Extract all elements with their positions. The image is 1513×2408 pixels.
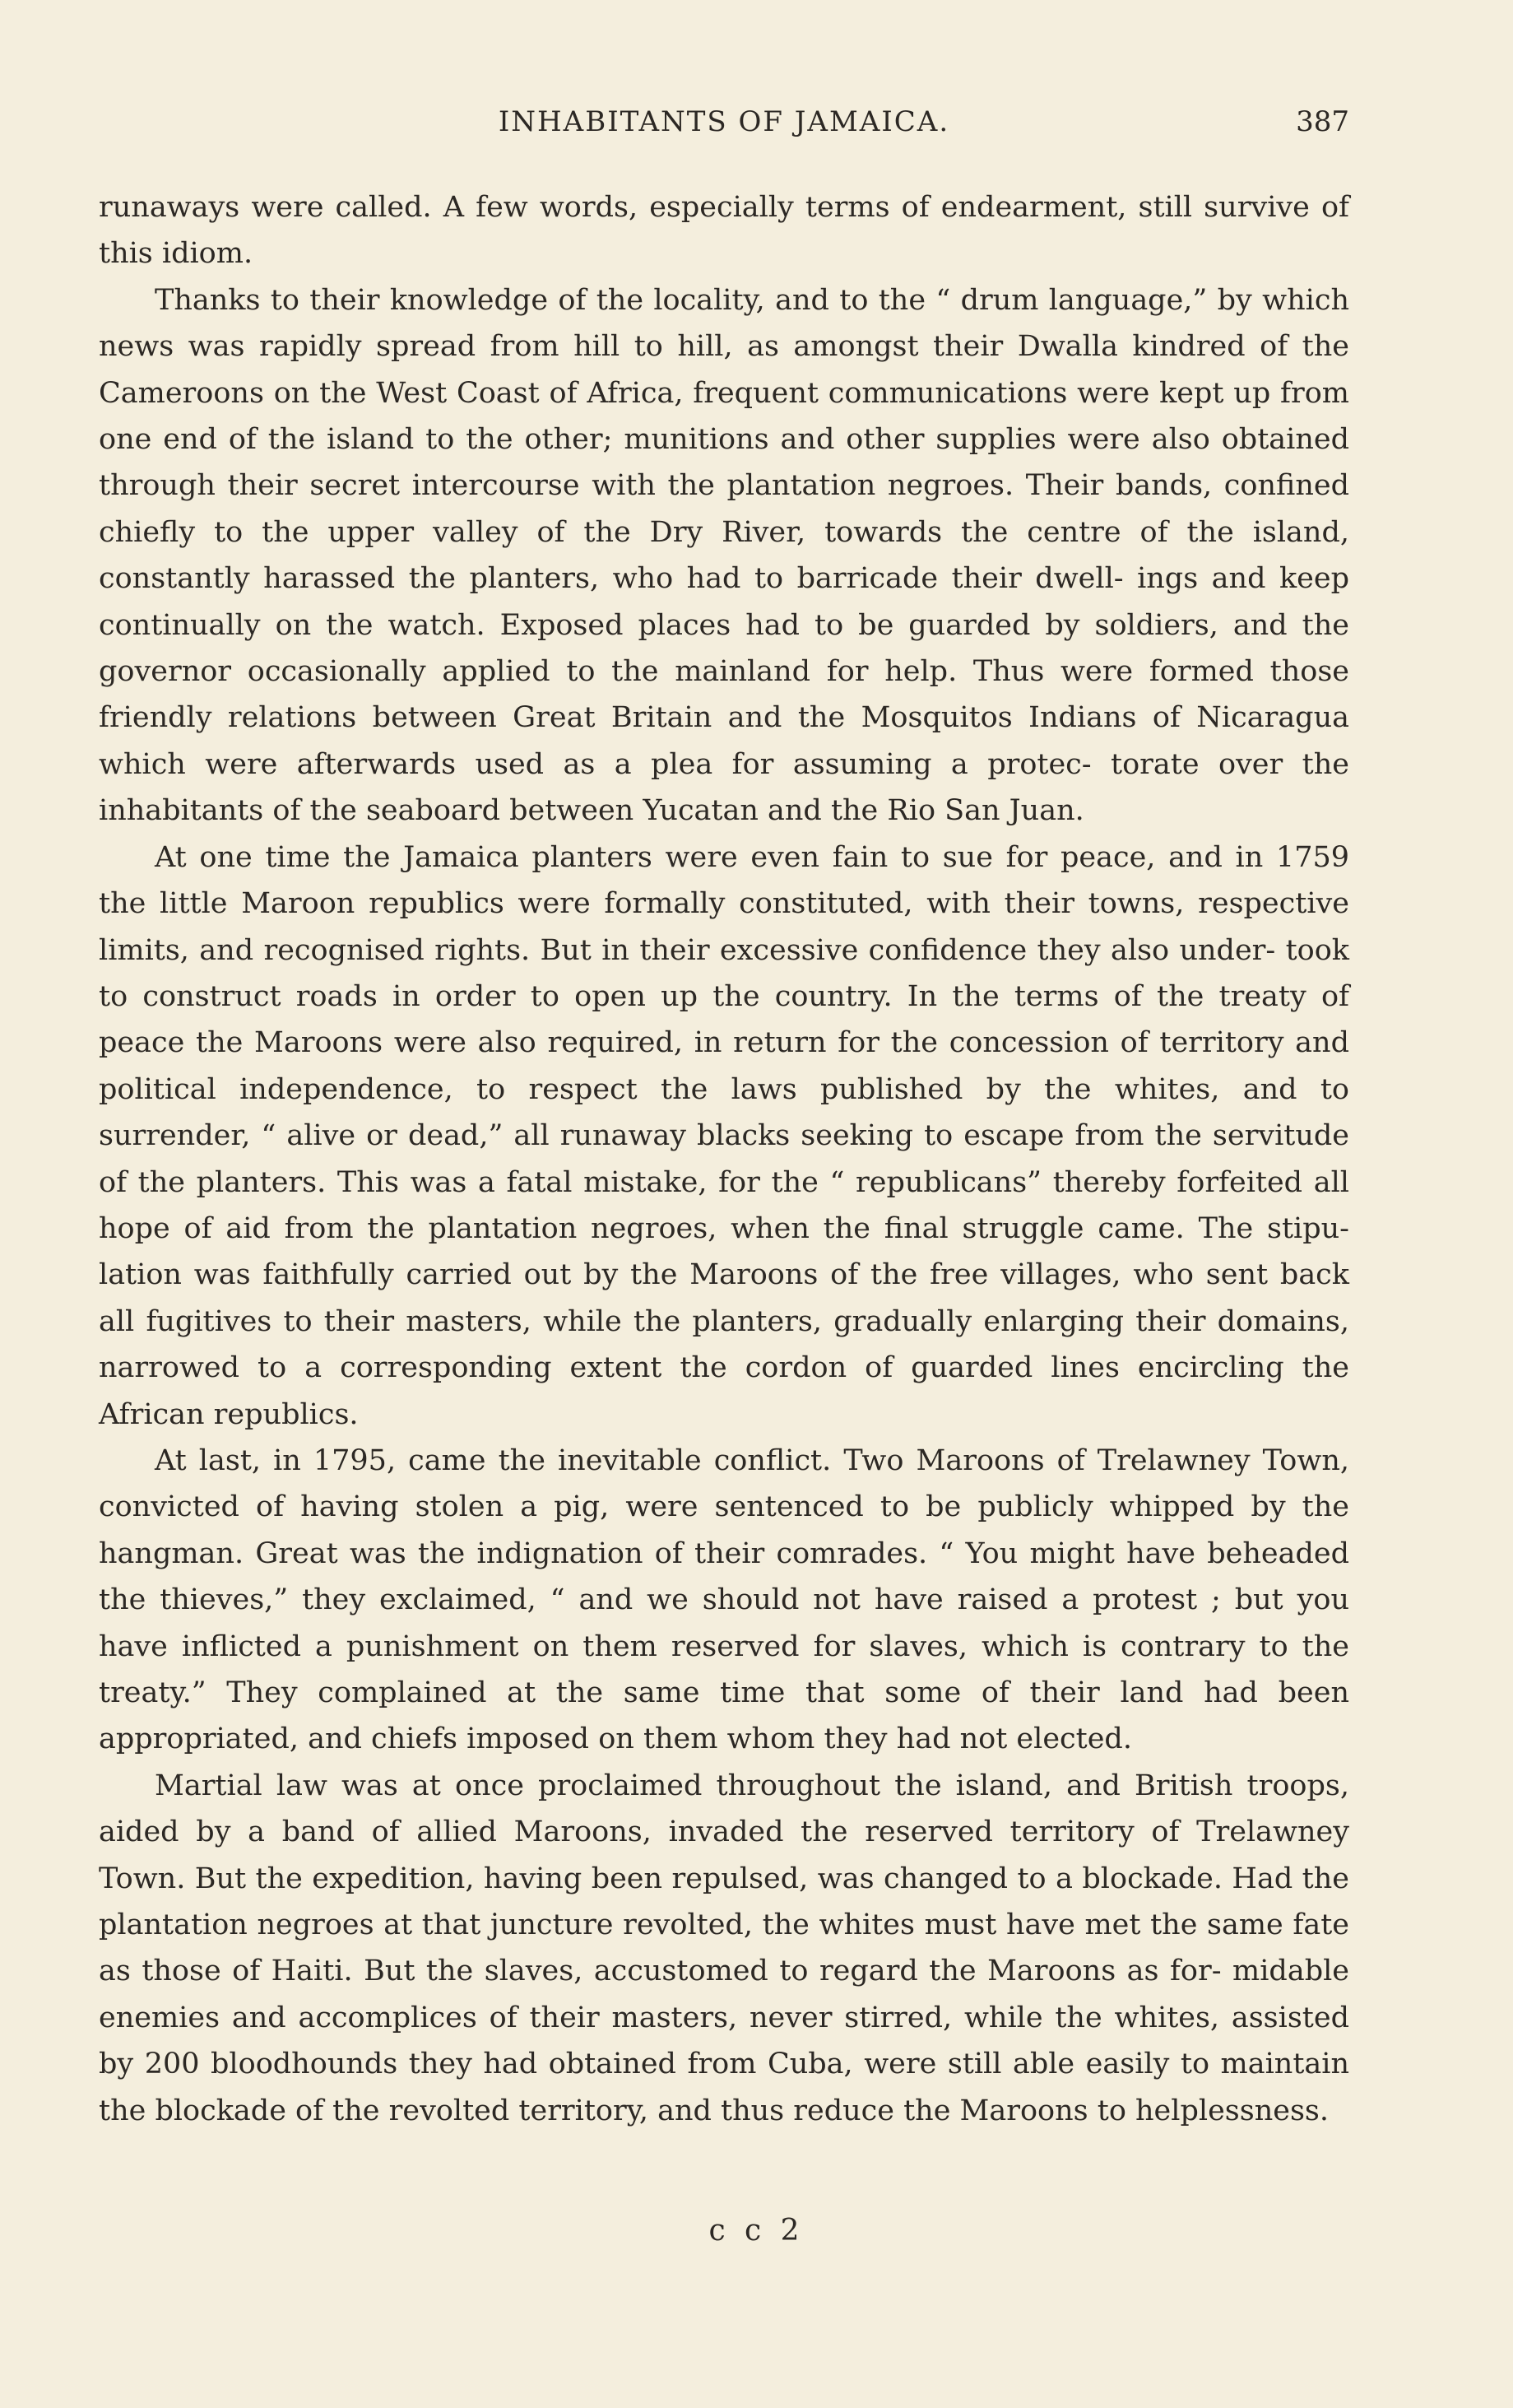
page-number: 387 — [1296, 105, 1349, 138]
paragraph-4: At last, in 1795, came the inevitable conflict. Two Maroons of Trelawney Town, convicted of having stolen a pig, were sentenced to be publicly whipped by the hangman. Great was the indignation of their comrades. “ You might have beheaded the thieves,” they exclaimed, “ and we should not have raised a protest ; but you have inflicted a punishment on them reserved for slaves, which is contrary to the treaty.” They complained at the same time that some of their land had been appropriated, and chiefs imposed on them whom they had not elected. — [99, 1443, 1349, 1756]
chapter-title: INHABITANTS OF JAMAICA. — [498, 105, 950, 138]
paragraph-1: runaways were called. A few words, especially terms of endearment, still survive of this idiom. — [99, 191, 1349, 271]
paragraph-3: At one time the Jamaica planters were even fain to sue for peace, and in 1759 the little Maroon republics were formally constituted, with their towns, respective limits, and recognised rights. But in their excessive confidence they also under- took to construct roads in order to open up the country. In the terms of the treaty of peace the Maroons were also required, in return for the concession of territory and political independence, to respect the laws published by the whites, and to surrender, “ alive or dead,” all runaway blacks seeking to escape from the servitude of the planters. This was a fatal mistake, for the “ republicans” thereby forfeited all hope of aid from the plantation negroes, when the final struggle came. The stipu- lation was faithfully carried out by the Maroons of the free villages, who sent back all fugitives to their masters, while the planters, gradually enlarging their domains, narrowed to a corresponding extent the cordon of guarded lines encircling the African republics. — [99, 840, 1349, 1431]
paragraph-2: Thanks to their knowledge of the locality, and to the “ drum language,” by which news was rapidly spread from hill to hill, as amongst their Dwalla kindred of the Cameroons on the West Coast of Africa, frequent communications were kept up from one end of the island to the other; munitions and other supplies were also obtained through their secret intercourse with the plantation negroes. Their bands, confined chiefly to the upper valley of the Dry River, towards the centre of the island, constantly harassed the planters, who had to barricade their dwell- ings and keep continually on the watch. Exposed places had to be guarded by soldiers, and the governor occasionally applied to the mainland for help. Thus were formed those friendly relations between Great Britain and the Mosquitos Indians of Nicaragua which were afterwards used as a plea for assuming a protec- torate over the inhabitants of the seaboard between Yucatan and the Rio San Juan. — [99, 283, 1349, 828]
running-head — [99, 105, 1349, 145]
signature-mark: c c 2 — [708, 2214, 805, 2248]
body-text — [99, 184, 1349, 2134]
paragraph-5: Martial law was at once proclaimed throughout the island, and British troops, aided by a band of allied Maroons, invaded the reserved territory of Trelawney Town. But the expedition, having been repulsed, was changed to a blockade. Had the plantation negroes at that juncture revolted, the whites must have met the same fate as those of Haiti. But the slaves, accustomed to regard the Maroons as for- midable enemies and accomplices of their masters, never stirred, while the whites, assisted by 200 bloodhounds they had obtained from Cuba, were still able easily to maintain the blockade of the revolted territory, and thus reduce the Maroons to helplessness. — [99, 1769, 1349, 2127]
